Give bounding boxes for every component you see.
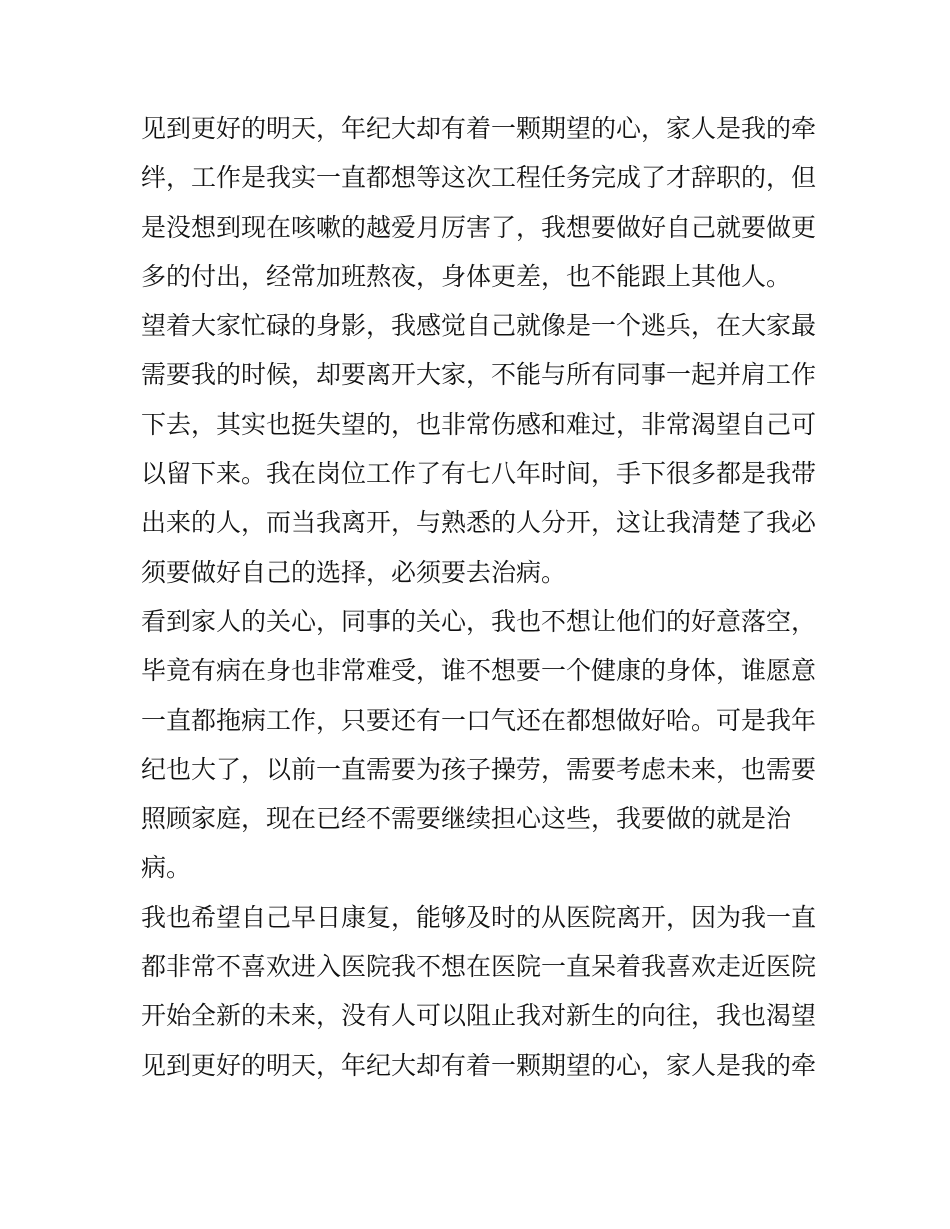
text-line: 照顾家庭，现在已经不需要继续担心这些，我要做的就是治: [141, 804, 792, 834]
text-line: 我也希望自己早日康复，能够及时的从医院离开，因为我一直: [141, 902, 817, 932]
text-line: 纪也大了，以前一直需要为孩子操劳，需要考虑未来，也需要: [141, 754, 817, 784]
text-line: 病。: [141, 853, 192, 883]
text-line: 绊，工作是我实一直都想等这次工程任务完成了才辞职的，但: [141, 163, 817, 193]
text-line: 毕竟有病在身也非常难受，谁不想要一个健康的身体，谁愿意: [141, 656, 817, 686]
text-line: 见到更好的明天，年纪大却有着一颗期望的心，家人是我的牵: [141, 114, 817, 143]
text-line: 一直都拖病工作，只要还有一口气还在都想做好哈。可是我年: [141, 705, 817, 735]
text-line: 都非常不喜欢进入医院我不想在医院一直呆着我喜欢走近医院: [141, 952, 817, 982]
text-line: 以留下来。我在岗位工作了有七八年时间，手下很多都是我带: [141, 459, 817, 489]
text-line: 看到家人的关心，同事的关心，我也不想让他们的好意落空，: [141, 606, 817, 636]
text-line: 开始全新的未来，没有人可以阻止我对新生的向往，我也渴望: [141, 1001, 817, 1031]
text-line: 须要做好自己的选择，必须要去治病。: [141, 557, 567, 587]
text-line: 多的付出，经常加班熬夜，身体更差，也不能跟上其他人。: [141, 261, 792, 291]
text-line: 是没想到现在咳嗽的越爱月厉害了，我想要做好自己就要做更: [141, 212, 817, 242]
text-line: 出来的人，而当我离开，与熟悉的人分开，这让我清楚了我必: [141, 508, 817, 538]
text-line: 望着大家忙碌的身影，我感觉自己就像是一个逃兵，在大家最: [141, 311, 817, 341]
body-text: [141, 104, 831, 1090]
text-line: 需要我的时候，却要离开大家，不能与所有同事一起并肩工作: [141, 360, 817, 390]
text-line: 见到更好的明天，年纪大却有着一颗期望的心，家人是我的牵: [141, 1050, 817, 1080]
text-line: 下去，其实也挺失望的，也非常伤感和难过，非常渴望自己可: [141, 409, 817, 439]
